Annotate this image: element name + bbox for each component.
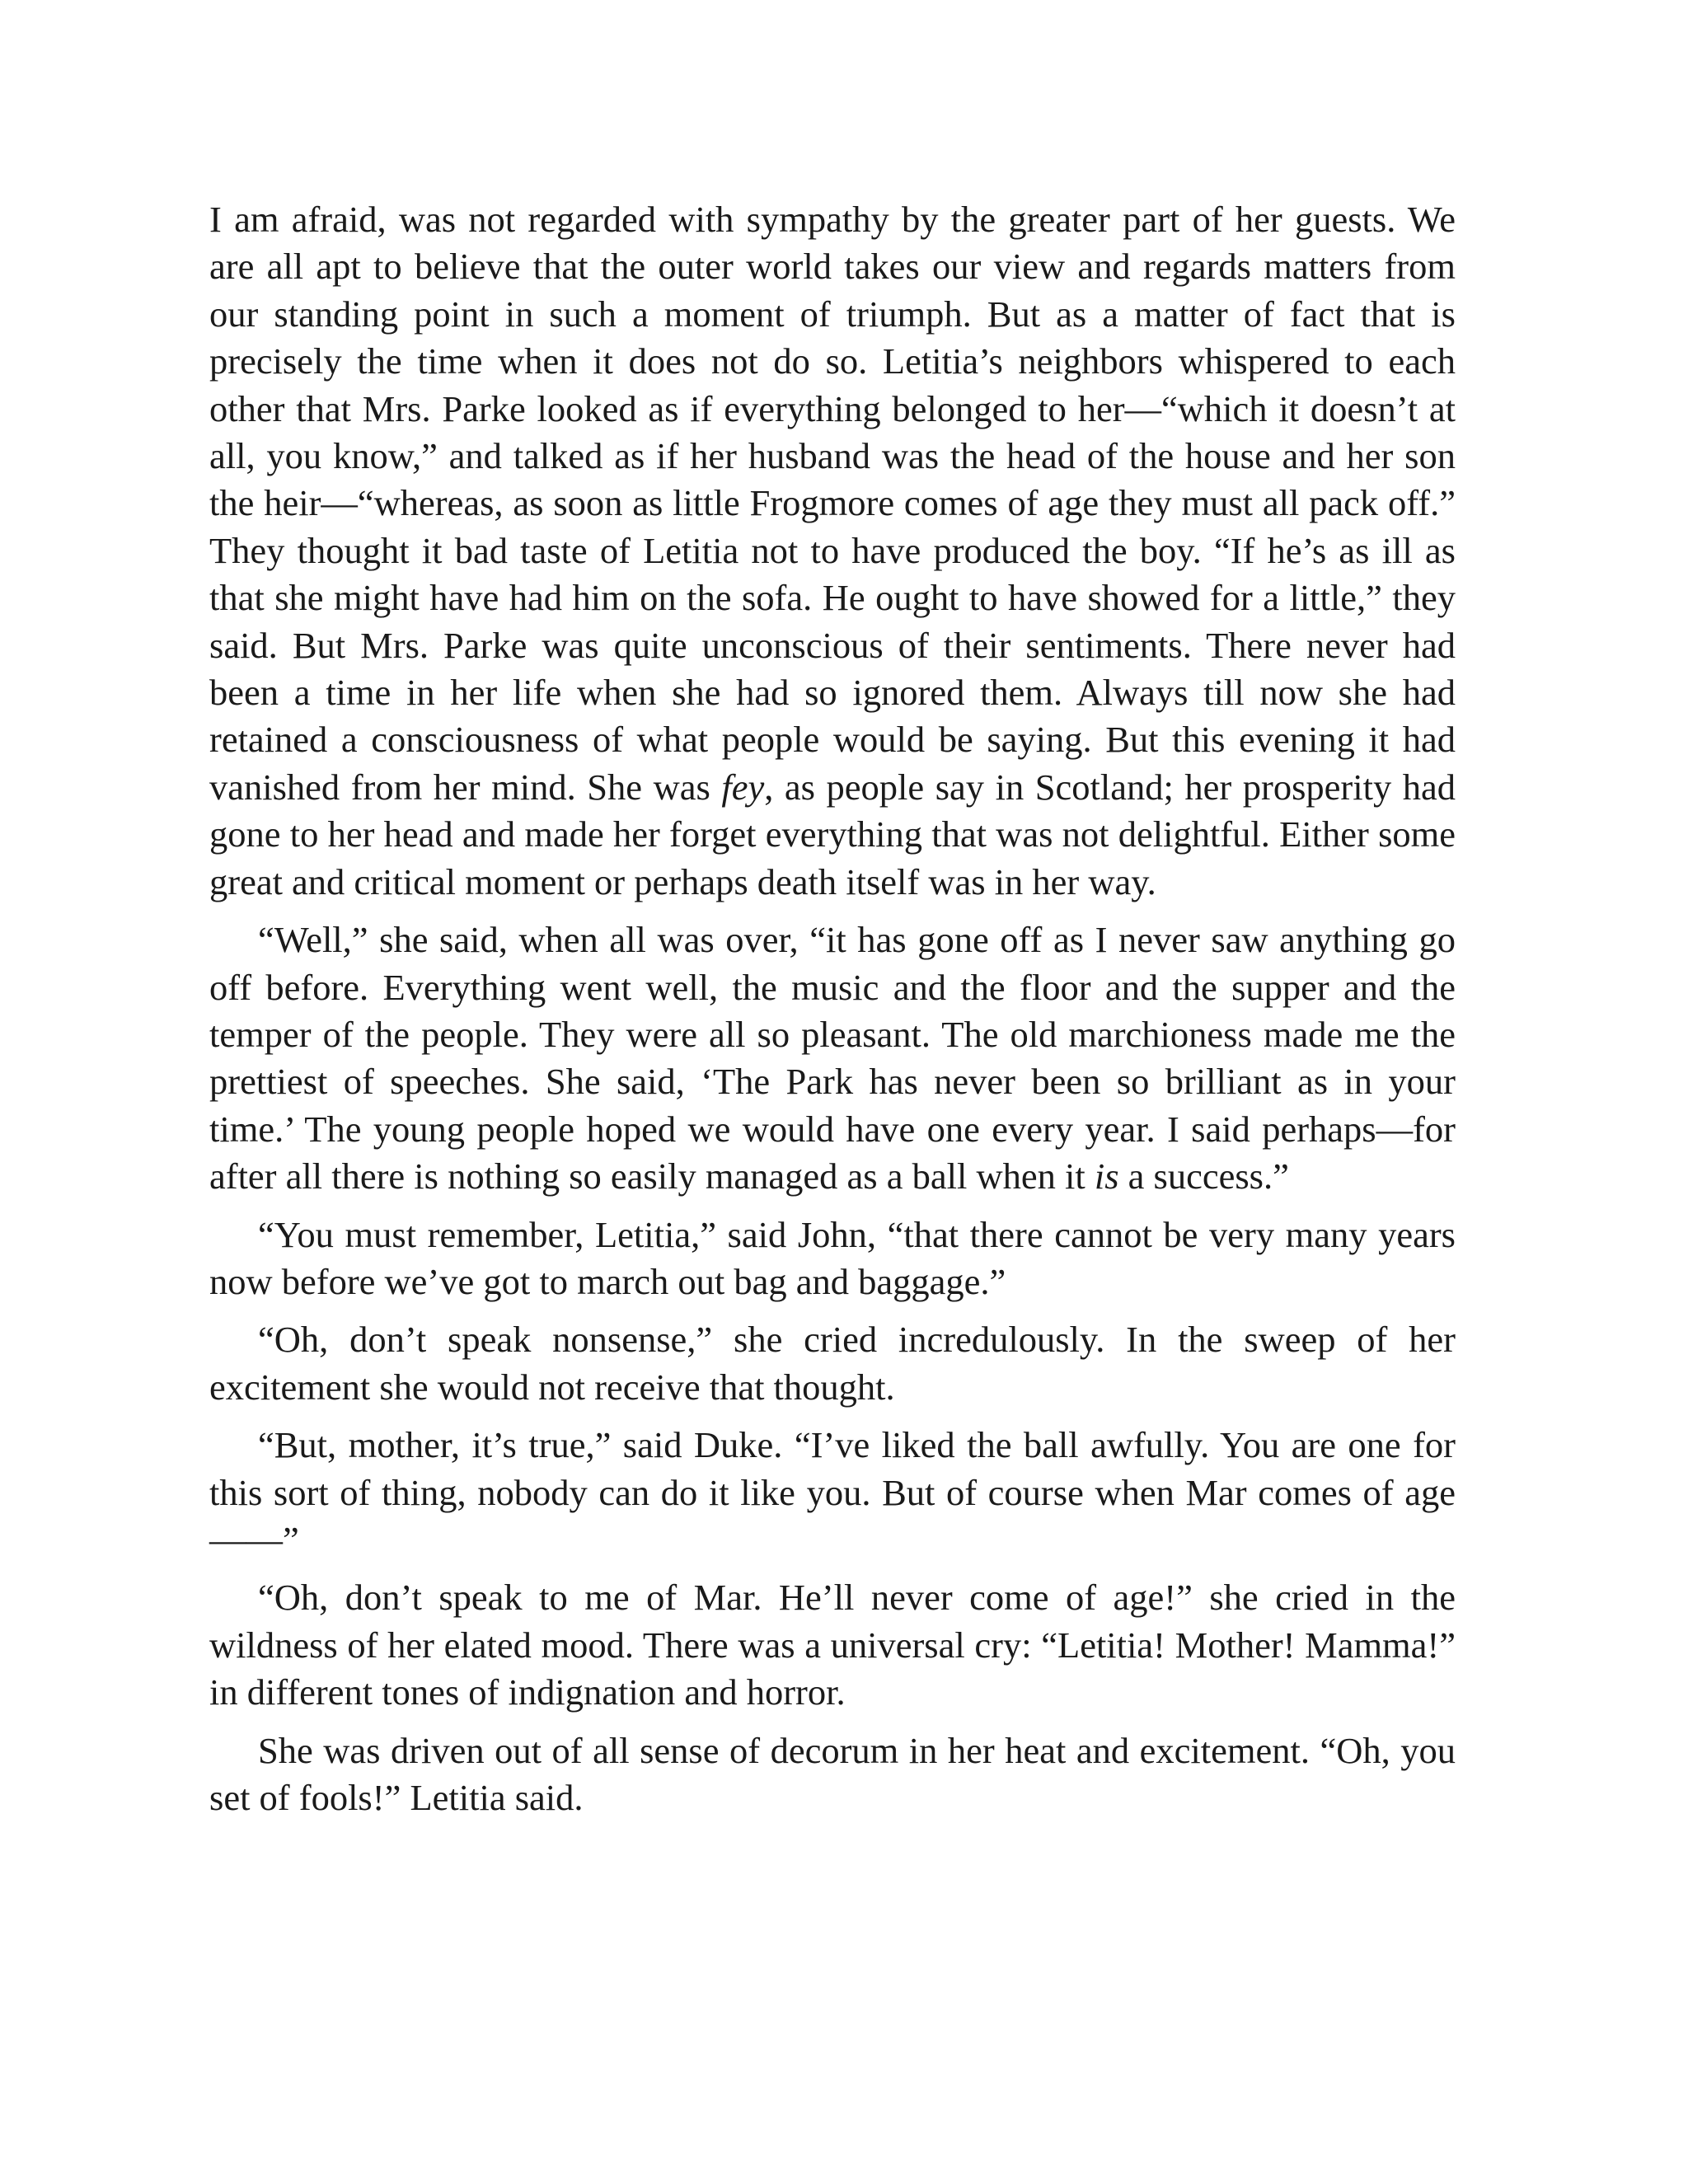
text-run: “Oh, don’t speak to me of Mar. He’ll never come of age!” she cried in the wildness of her elated mood. There was a universal cry: “Letitia! Mother! Mamma!” in different tones of indignation and horror. xyxy=(209,1577,1456,1713)
paragraph xyxy=(209,1574,1456,1716)
text-run: a success.” xyxy=(1118,1155,1289,1197)
text-run: “But, mother, it’s true,” said Duke. “I’ve liked the ball awfully. You are one for this sort of thing, nobody can do it like you. But of course when Mar comes of age——” xyxy=(209,1424,1456,1560)
paragraph xyxy=(209,196,1456,906)
paragraph xyxy=(209,1316,1456,1411)
paragraph xyxy=(209,1727,1456,1822)
body-text xyxy=(209,196,1456,1821)
text-run: “Well,” she said, when all was over, “it has gone off as I never saw anything go off before. Everything went well, the music and the floor and the supper and the temper of the people. They were all so pleasant. The old marchioness made me the prettiest of speeches. She said, ‘The Park has never been so brilliant as in your time.’ The young people hoped we would have one every year. I said perhaps—for after all there is nothing so easily managed as a ball when it xyxy=(209,919,1456,1197)
text-run: I am afraid, was not regarded with sympathy by the greater part of her guests. We are all apt to believe that the outer world takes our view and regards matters from our standing point in such a moment of triumph. But as a matter of fact that is precisely the time when it does not do so. Letitia’s neighbors whispered to each other that Mrs. Parke looked as if everything belonged to her—“which it doesn’t at all, you know,” and talked as if her husband was the head of the house and her son the heir—“whereas, as soon as little Frogmore comes of age they must all pack off.” They thought it bad taste of Letitia not to have produced the boy. “If he’s as ill as that she might have had him on the sofa. He ought to have showed for a little,” they said. But Mrs. Parke was quite unconscious of their sentiments. There never had been a time in her life when she had so ignored them. Always till now she had retained a consciousness of what people would be saying. But this evening it had vanished from her mind. She was xyxy=(209,199,1456,808)
text-run: “Oh, don’t speak nonsense,” she cried incredulously. In the sweep of her excitement she would not receive that thought. xyxy=(209,1319,1456,1408)
paragraph xyxy=(209,1422,1456,1563)
paragraph xyxy=(209,1212,1456,1306)
text-run: , as people say in Scotland; her prosperity had gone to her head and made her forget everything that was not delightful. Either some great and critical moment or perhaps death itself was in her way. xyxy=(209,766,1456,902)
italic-text-run: is xyxy=(1094,1155,1119,1197)
italic-text-run: fey xyxy=(721,766,765,808)
paragraph xyxy=(209,916,1456,1200)
text-run: She was driven out of all sense of decorum in her heat and excitement. “Oh, you set of fools!” Letitia said. xyxy=(209,1729,1456,1818)
text-run: “You must remember, Letitia,” said John, “that there cannot be very many years now before we’ve got to march out bag and baggage.” xyxy=(209,1213,1456,1302)
